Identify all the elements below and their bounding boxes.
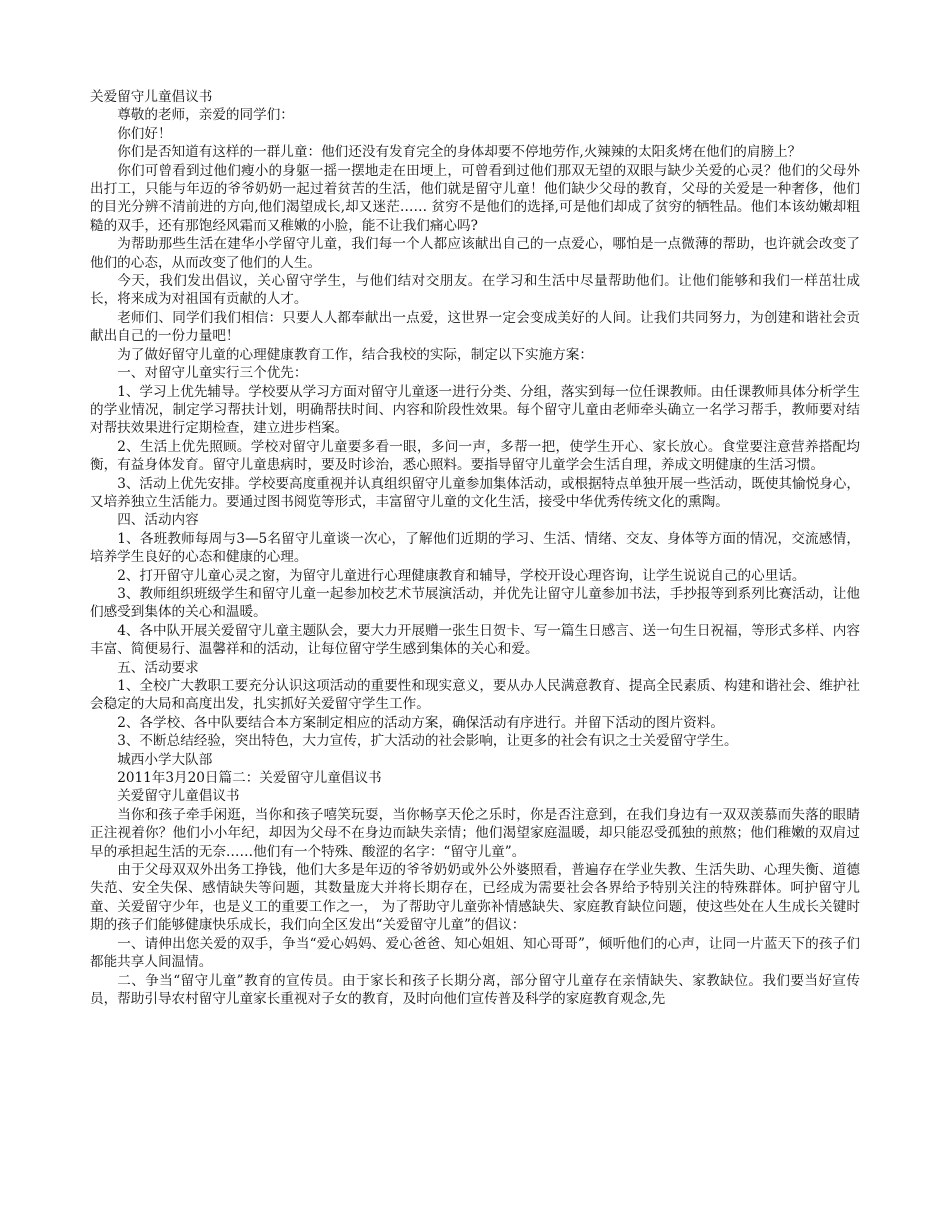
paragraph: 3、教师组织班级学生和留守儿童一起参加校艺术节展演活动，并优先让留守儿童参加书法，手抄报等到系列比赛活动，让他们感受到集体的关心和温暖。 [90,585,860,621]
section-heading: 四、活动内容 [117,512,199,529]
greeting: 你们好！ [117,125,172,142]
paragraph: 由于父母双双外出务工挣钱，他们大多是年迈的爷爷奶奶或外公外婆照看，普遍存在学业失教、生活失助、心理失衡、道德失范、安全失保、感情缺失等问题，其数量庞大并将长期存在，已经成为需要社会各界给予特别关注的特殊群体。呵护留守儿童、关爱留守少年，也是义工的重要工作之一， 为了帮助守儿童弥补情感缺失、家庭教育缺位问题，使这些处在人生成长关键时期的孩子们能够健康快乐成长，我们向全区发出“关爱留守儿童”的倡议： [90,862,860,934]
document-title: 关爱留守儿童倡议书 [90,89,213,105]
paragraph: 为了做好留守儿童的心理健康教育工作，结合我校的实际，制定以下实施方案： [117,346,593,363]
paragraph: 2、生活上优先照顾。学校对留守儿童要多看一眼，多问一声，多帮一把，使学生开心、家长放心。食堂要注意营养搭配均衡，有益身体发育。留守儿童患病时，要及时诊治，悉心照料。要指导留守儿童学会生活自理，养成文明健康的生活习惯。 [90,438,860,474]
signature: 城西小学大队部 [117,751,213,768]
paragraph: 1、各班教师每周与3—5名留守儿童谈一次心，了解他们近期的学习、生活、情绪、交友、身体等方面的情况，交流感情，培养学生良好的心态和健康的心理。 [90,530,860,566]
paragraph: 今天，我们发出倡议，关心留守学生，与他们结对交朋友。在学习和生活中尽量帮助他们。让他们能够和我们一样茁壮成长，将来成为对祖国有贡献的人才。 [90,273,860,308]
section-heading: 一、对留守儿童实行三个优先： [117,365,308,382]
paragraph: 2、打开留守儿童心灵之窗，为留守儿童进行心理健康教育和辅导，学校开设心理咨询，让学生说说自己的心里话。 [117,567,806,584]
paragraph: 当你和孩子牵手闲逛，当你和孩子嘻笑玩耍，当你畅享天伦之乐时，你是否注意到，在我们身边有一双双羡慕而失落的眼睛正注视着你？他们小小年纪，却因为父母不在身边而缺失亲情；他们渴望家庭温暖，却只能忍受孤独的煎熬；他们稚嫩的双肩过早的承担起生活的无奈……他们有一个特殊、酸涩的名字：“留守儿童”。 [90,806,860,860]
paragraph: 4、各中队开展关爱留守儿童主题队会，要大力开展赠一张生日贺卡、写一篇生日感言、送一句生日祝福，等形式多样、内容丰富、简便易行、温馨祥和的活动，让每位留守学生感到集体的关心和爱。 [90,622,860,658]
paragraph: 老师们、同学们我们相信：只要人人都奉献出一点爱，这世界一定会变成美好的人间。让我们共同努力，为创建和谐社会贡献出自己的一份力量吧！ [90,309,860,345]
section-heading: 五、活动要求 [117,659,199,676]
paragraph: 二、争当“留守儿童”教育的宣传员。由于家长和孩子长期分离，部分留守儿童存在亲情缺失、家教缺位。我们要当好宣传员，帮助引导农村留守儿童家长重视对子女的教育，及时向他们宣传普及科学的家庭教育观念,先 [90,972,860,1007]
paragraph: 3、活动上优先安排。学校要高度重视并认真组织留守儿童参加集体活动，或根据特点单独开展一些活动，既使其愉悦身心，又培养独立生活能力。要通过图书阅览等形式，丰富留守儿童的文化生活，接受中华优秀传统文化的熏陶。 [90,475,860,510]
date-line: 2011年3月20日篇二：关爱留守儿童倡议书 [117,770,382,787]
paragraph: 1、全校广大教职工要充分认识这项活动的重要性和现实意义，要从办人民满意教育、提高全民素质、构建和谐社会、维护社会稳定的大局和高度出发，扎实抓好关爱留守学生工作。 [90,678,860,713]
paragraph: 3、不断总结经验，突出特色，大力宣传，扩大活动的社会影响，让更多的社会有识之士关爱留守学生。 [117,733,738,750]
paragraph: 你们是否知道有这样的一群儿童：他们还没有发育完全的身体却要不停地劳作,火辣辣的太阳炙烤在他们的肩膀上？ [117,144,802,161]
paragraph: 2、各学校、各中队要结合本方案制定相应的活动方案，确保活动有序进行。并留下活动的图片资料。 [117,714,724,731]
salutation: 尊敬的老师，亲爱的同学们： [117,107,294,124]
paragraph: 一、请伸出您关爱的双手，争当“爱心妈妈、爱心爸爸、知心姐姐、知心哥哥”，倾听他们的心声，让同一片蓝天下的孩子们都能共享人间温情。 [90,935,860,971]
section-title: 关爱留守儿童倡议书 [117,788,240,805]
paragraph: 为帮助那些生活在建华小学留守儿童，我们每一个人都应该献出自己的一点爱心，哪怕是一点微薄的帮助，也许就会改变了他们的心态，从而改变了他们的人生。 [90,236,860,271]
paragraph: 你们可曾看到过他们瘦小的身躯一摇一摆地走在田埂上，可曾看到过他们那双无望的双眼与缺少关爱的心灵？他们的父母外出打工，只能与年迈的爷爷奶奶一起过着贫苦的生活，他们就是留守儿童！他们缺少父母的教育，父母的关爱是一种奢侈，他们的目光分辨不清前进的方向,他们渴望成长,却又迷茫…… 贫穷不是他们的选择,可是他们却成了贫穷的牺牲品。他们本该幼嫩却粗糙的双手，还有那饱经风霜而又稚嫩的小脸，能不让我们痛心吗? [90,162,860,234]
paragraph: 1、学习上优先辅导。学校要从学习方面对留守儿童逐一进行分类、分组，落实到每一位任课教师。由任课教师具体分析学生的学业情况，制定学习帮扶计划，明确帮扶时间、内容和阶段性效果。每个留守儿童由老师牵头确立一名学习帮手，教师要对结对帮扶效果进行定期检查，建立进步档案。 [90,383,860,437]
